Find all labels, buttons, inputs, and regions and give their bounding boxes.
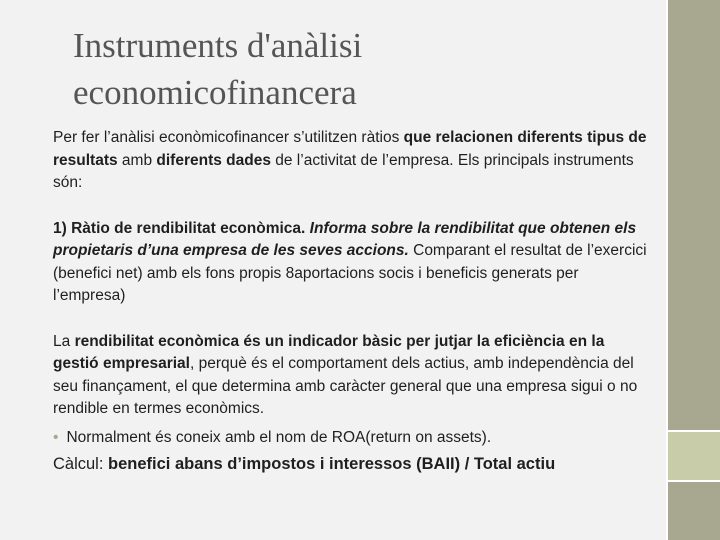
rendibilitat-paragraph [53, 331, 653, 421]
slide-title [73, 22, 633, 116]
accent-band-bottom [668, 482, 720, 540]
calcul-formula: benefici abans d’impostos i interessos (BAII) / Total actiu [108, 455, 556, 473]
intro-text-3: de l’activitat de l’empresa. Els principals instruments són: [53, 151, 634, 191]
ratio-definition: Informa sobre la rendibilitat que obtenen els propietaris d’una empresa de les seves accions. [53, 219, 637, 259]
slide-body [53, 127, 653, 476]
roa-bullet [53, 427, 653, 450]
roa-bullet-text: Normalment és coneix amb el nom de ROA(return on assets). [66, 428, 492, 446]
slide-title-line-1: Instruments d'anàlisi [73, 26, 363, 65]
ratio-paragraph [53, 218, 653, 308]
rendibilitat-text-1: La [53, 332, 75, 350]
calcul-label: Càlcul: [53, 455, 109, 473]
bullet-marker: • [53, 428, 59, 446]
intro-text-1: Per fer l’anàlisi econòmicofinancer s’utilitzen ràtios [53, 129, 404, 146]
accent-band-top [668, 0, 720, 430]
accent-band-middle [668, 432, 720, 480]
ratio-explanation: Comparant el resultat de l’exercici (benefici net) amb els fons propis 8aportacions socis i beneficis generats per l’empresa) [53, 242, 647, 304]
intro-text-2: amb [117, 151, 157, 169]
rendibilitat-bold: rendibilitat econòmica és un indicador bàsic per jutjar la eficiència en la gestió empresarial [53, 332, 605, 372]
intro-bold-2: diferents dades [156, 151, 271, 169]
slide-title-line-2: economicofinancera [73, 73, 357, 112]
calcul-line [53, 453, 653, 476]
ratio-heading: 1) Ràtio de rendibilitat econòmica. [53, 219, 306, 237]
intro-bold-1: que relacionen diferents tipus de resultats [53, 129, 647, 169]
intro-paragraph [53, 127, 653, 195]
rendibilitat-text-2: , perquè és el comportament dels actius, amb independència del seu finançament, el que determina amb caràcter general que una empresa sigui o no rendible en termes econòmics. [53, 355, 638, 417]
